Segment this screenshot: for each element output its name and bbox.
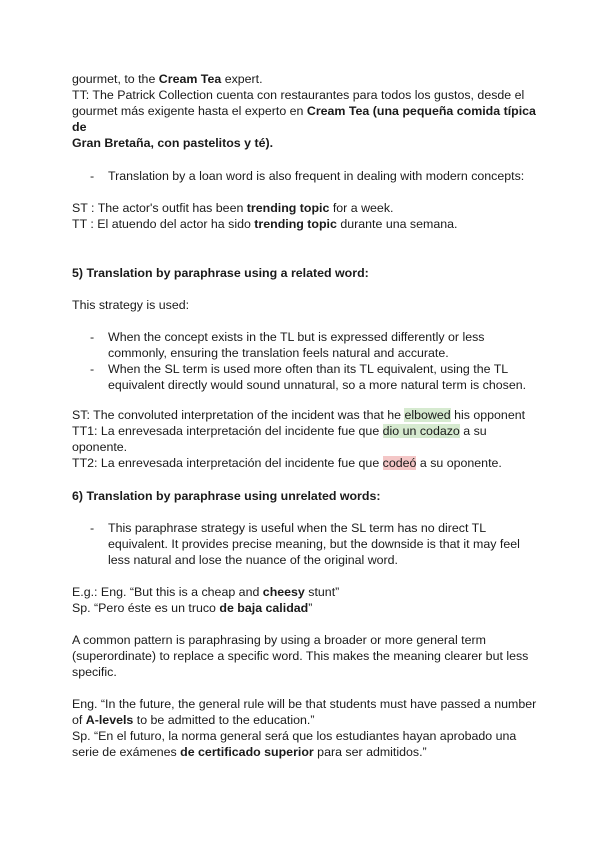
superordinate-paragraph: A common pattern is paraphrasing by using a broader or more general term (superordinate) to replace a specific word. This makes the meaning clearer but less specific. <box>72 633 529 679</box>
bullet-text: This paraphrase strategy is useful when the SL term has no direct TL equivalent. It provides precise meaning, but the downside is that it may feel less natural and lose the nuance of the original word. <box>108 521 520 567</box>
bullet-dash: - <box>90 169 95 183</box>
section-5-examples <box>72 407 532 471</box>
bullet-text: Translation by a loan word is also frequent in dealing with modern concepts: <box>108 169 525 183</box>
intro-paragraph <box>72 71 536 151</box>
bullet-dash: - <box>90 330 95 344</box>
st-line: ST: The convoluted interpretation of the incident was that he elbowed his opponent <box>72 408 526 422</box>
intro-line: gourmet, to the Cream Tea expert. <box>72 72 263 86</box>
section-5-heading: 5) Translation by paraphrase using a related word: <box>72 266 369 280</box>
intro-tt-line: Gran Bretaña, con pastelitos y té). <box>72 136 274 150</box>
eng-line: of A-levels to be admitted to the education.” <box>72 713 315 727</box>
highlighted-term: codeó <box>382 456 417 470</box>
strategy-intro: This strategy is used: <box>72 298 190 312</box>
bullet-text: When the SL term is used more often than its TL equivalent, using the TL equivalent directly would sound unnatural, so a more natural term is chosen. <box>108 362 527 392</box>
intro-tt-line: TT: The Patrick Collection cuenta con restaurantes para todos los gustos, desde el <box>72 88 525 102</box>
tt1-line: TT1: La enrevesada interpretación del incidente fue que dio un codazo a su <box>72 424 487 438</box>
bullet-dash: - <box>90 521 95 535</box>
section-6-example <box>72 584 532 616</box>
eng-line: Eng. “In the future, the general rule will be that students must have passed a number <box>72 697 537 711</box>
sp-line: serie de exámenes de certificado superior para ser admitidos.” <box>72 745 427 759</box>
a-levels-example <box>72 696 537 760</box>
loan-example <box>72 200 532 232</box>
st-line: ST : The actor's outfit has been trending topic for a week. <box>72 201 394 215</box>
sp-line: Sp. “En el futuro, la norma general será que los estudiantes hayan aprobado una <box>72 729 517 743</box>
tt1-line: oponente. <box>72 440 128 454</box>
tt2-line: TT2: La enrevesada interpretación del incidente fue que codeó a su oponente. <box>72 456 502 470</box>
tt-line: TT : El atuendo del actor ha sido trending topic durante una semana. <box>72 217 458 231</box>
bullet-dash: - <box>90 362 95 376</box>
section-6-heading: 6) Translation by paraphrase using unrelated words: <box>72 489 381 503</box>
sp-line: Sp. “Pero éste es un truco de baja calidad” <box>72 601 313 615</box>
intro-tt-line: de <box>72 120 87 134</box>
bullet-text: When the concept exists in the TL but is expressed differently or less commonly, ensuring the translation feels natural and accurate. <box>108 330 485 360</box>
highlighted-term: dio un codazo <box>382 424 460 438</box>
highlighted-term: elbowed <box>404 408 451 422</box>
intro-tt-line: gourmet más exigente hasta el experto en Cream Tea (una pequeña comida típica <box>72 104 536 118</box>
eng-line: E.g.: Eng. “But this is a cheap and cheesy stunt” <box>72 585 340 599</box>
